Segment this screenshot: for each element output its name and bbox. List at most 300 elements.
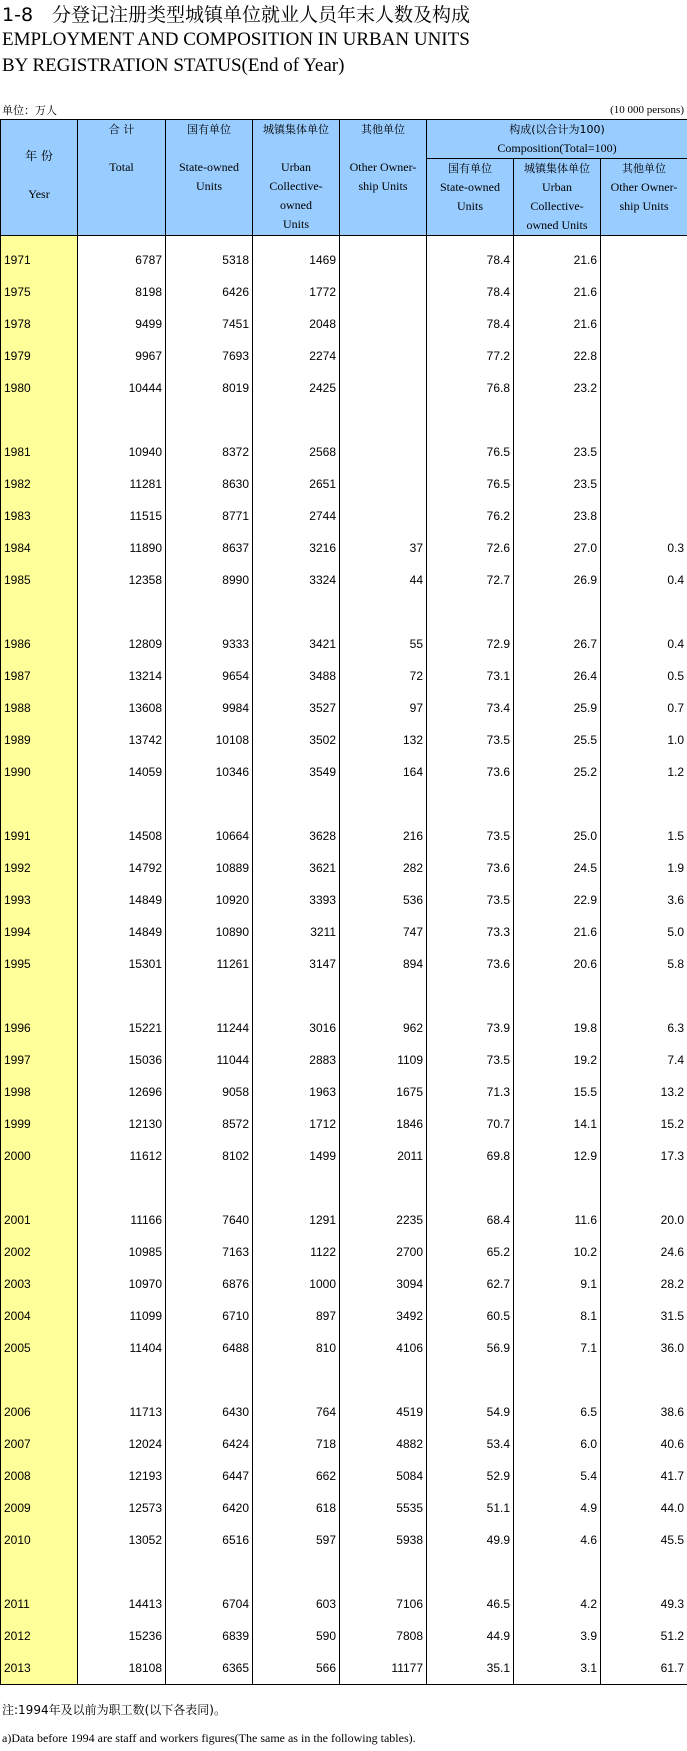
spacer-cell: [253, 1364, 340, 1396]
table-title-cn: 1-8 分登记注册类型城镇单位就业人员年末人数及构成: [2, 4, 471, 26]
table-row: [1, 820, 687, 852]
table-row: [1, 884, 687, 916]
cell-other: [340, 500, 427, 532]
cell-state-owned: 6516: [166, 1524, 253, 1556]
cell-other: 5938: [340, 1524, 427, 1556]
header-other-en: Other Owner-ship Units: [349, 160, 417, 193]
cell-collective: 1712: [253, 1108, 340, 1140]
table-row: [1, 1492, 687, 1524]
cell-collective: 1122: [253, 1236, 340, 1268]
header-composition: [427, 120, 687, 159]
table-row: [1, 500, 687, 532]
cell-year: 1987: [1, 660, 78, 692]
cell-other: 894: [340, 948, 427, 980]
cell-total: 11713: [78, 1396, 166, 1428]
cell-other: 164: [340, 756, 427, 788]
cell-comp-other: 38.6: [601, 1396, 687, 1428]
cell-year: 1983: [1, 500, 78, 532]
cell-state-owned: 7163: [166, 1236, 253, 1268]
cell-comp-state: 73.9: [427, 1012, 514, 1044]
spacer-cell: [514, 1556, 601, 1588]
table-row: [1, 1652, 687, 1685]
cell-other: 3094: [340, 1268, 427, 1300]
cell-state-owned: 10920: [166, 884, 253, 916]
cell-state-owned: 10889: [166, 852, 253, 884]
cell-year: 1980: [1, 372, 78, 404]
cell-year: 2007: [1, 1428, 78, 1460]
table-row: [1, 340, 687, 372]
cell-comp-state: 73.6: [427, 852, 514, 884]
cell-comp-collective: 6.0: [514, 1428, 601, 1460]
header-other-cn: 其他单位: [361, 123, 405, 136]
cell-collective: 2651: [253, 468, 340, 500]
cell-state-owned: 8637: [166, 532, 253, 564]
table-row: [1, 724, 687, 756]
spacer-cell: [1, 980, 78, 1012]
cell-collective: 810: [253, 1332, 340, 1364]
header-total: [78, 120, 166, 236]
header-collective-en: Urban Collective-owned Units: [269, 160, 323, 231]
cell-total: 15301: [78, 948, 166, 980]
cell-total: 11166: [78, 1204, 166, 1236]
cell-comp-collective: 25.5: [514, 724, 601, 756]
cell-other: 132: [340, 724, 427, 756]
cell-year: 1988: [1, 692, 78, 724]
spacer-cell: [166, 980, 253, 1012]
cell-collective: 3549: [253, 756, 340, 788]
spacer-cell: [427, 1556, 514, 1588]
cell-comp-collective: 21.6: [514, 308, 601, 340]
cell-comp-state: 73.6: [427, 756, 514, 788]
spacer-cell: [514, 788, 601, 820]
cell-state-owned: 10346: [166, 756, 253, 788]
cell-comp-other: [601, 436, 687, 468]
cell-comp-collective: 10.2: [514, 1236, 601, 1268]
header-collective-cn: 城镇集体单位: [263, 123, 329, 136]
cell-comp-state: 77.2: [427, 340, 514, 372]
cell-comp-collective: 21.6: [514, 276, 601, 308]
cell-comp-state: 68.4: [427, 1204, 514, 1236]
spacer-cell: [1, 1556, 78, 1588]
cell-year: 1971: [1, 236, 78, 277]
spacer-row: [1, 404, 687, 436]
spacer-cell: [601, 1364, 687, 1396]
cell-comp-collective: 8.1: [514, 1300, 601, 1332]
cell-comp-other: 45.5: [601, 1524, 687, 1556]
cell-collective: 3216: [253, 532, 340, 564]
cell-collective: 2274: [253, 340, 340, 372]
cell-state-owned: 6420: [166, 1492, 253, 1524]
cell-total: 10970: [78, 1268, 166, 1300]
cell-comp-other: 40.6: [601, 1428, 687, 1460]
cell-year: 1998: [1, 1076, 78, 1108]
table-row: [1, 236, 687, 277]
cell-year: 2000: [1, 1140, 78, 1172]
spacer-cell: [514, 404, 601, 436]
table-row: [1, 1012, 687, 1044]
cell-state-owned: 10890: [166, 916, 253, 948]
cell-comp-collective: 6.5: [514, 1396, 601, 1428]
cell-year: 1986: [1, 628, 78, 660]
cell-comp-collective: 15.5: [514, 1076, 601, 1108]
cell-comp-collective: 4.2: [514, 1588, 601, 1620]
cell-other: 11177: [340, 1652, 427, 1685]
cell-comp-state: 62.7: [427, 1268, 514, 1300]
cell-comp-collective: 23.8: [514, 500, 601, 532]
spacer-cell: [166, 596, 253, 628]
cell-total: 11099: [78, 1300, 166, 1332]
cell-comp-other: [601, 468, 687, 500]
cell-total: 15036: [78, 1044, 166, 1076]
cell-total: 10985: [78, 1236, 166, 1268]
cell-comp-other: 41.7: [601, 1460, 687, 1492]
cell-collective: 3421: [253, 628, 340, 660]
spacer-cell: [78, 1364, 166, 1396]
cell-comp-other: 1.5: [601, 820, 687, 852]
cell-state-owned: 11261: [166, 948, 253, 980]
cell-comp-other: 28.2: [601, 1268, 687, 1300]
cell-other: 2235: [340, 1204, 427, 1236]
cell-comp-other: [601, 340, 687, 372]
cell-state-owned: 6876: [166, 1268, 253, 1300]
table-row: [1, 1268, 687, 1300]
header-comp-other-en: Other Owner-ship Units: [610, 180, 678, 213]
spacer-cell: [166, 404, 253, 436]
cell-state-owned: 10664: [166, 820, 253, 852]
cell-year: 1999: [1, 1108, 78, 1140]
cell-collective: 3527: [253, 692, 340, 724]
header-state-cn: 国有单位: [187, 123, 231, 136]
cell-comp-other: 0.4: [601, 628, 687, 660]
spacer-cell: [514, 1172, 601, 1204]
cell-collective: 1963: [253, 1076, 340, 1108]
cell-year: 2009: [1, 1492, 78, 1524]
cell-total: 12809: [78, 628, 166, 660]
table-row: [1, 468, 687, 500]
cell-comp-collective: 21.6: [514, 916, 601, 948]
cell-comp-state: 78.4: [427, 236, 514, 277]
spacer-cell: [253, 1556, 340, 1588]
cell-total: 11515: [78, 500, 166, 532]
cell-total: 11890: [78, 532, 166, 564]
cell-collective: 718: [253, 1428, 340, 1460]
cell-other: [340, 236, 427, 277]
header-composition-cn: 构成(以合计为100): [509, 123, 605, 136]
cell-state-owned: 8019: [166, 372, 253, 404]
cell-comp-other: [601, 308, 687, 340]
table-title-en-line1: EMPLOYMENT AND COMPOSITION IN URBAN UNITS: [2, 29, 470, 50]
spacer-cell: [340, 788, 427, 820]
spacer-row: [1, 1172, 687, 1204]
cell-other: 7808: [340, 1620, 427, 1652]
cell-year: 1990: [1, 756, 78, 788]
cell-collective: 590: [253, 1620, 340, 1652]
cell-collective: 3211: [253, 916, 340, 948]
cell-state-owned: 8771: [166, 500, 253, 532]
cell-comp-collective: 20.6: [514, 948, 601, 980]
cell-comp-collective: 23.5: [514, 436, 601, 468]
cell-state-owned: 7451: [166, 308, 253, 340]
header-state-en: State-owned Units: [179, 160, 239, 193]
spacer-cell: [427, 404, 514, 436]
cell-comp-collective: 19.8: [514, 1012, 601, 1044]
spacer-cell: [340, 1364, 427, 1396]
cell-collective: 3621: [253, 852, 340, 884]
cell-state-owned: 8990: [166, 564, 253, 596]
spacer-row: [1, 596, 687, 628]
table-row: [1, 852, 687, 884]
cell-collective: 3324: [253, 564, 340, 596]
cell-collective: 3488: [253, 660, 340, 692]
unit-label-cn: 单位：万人: [2, 104, 57, 117]
cell-total: 13214: [78, 660, 166, 692]
table-row: [1, 916, 687, 948]
spacer-row: [1, 1364, 687, 1396]
cell-other: 747: [340, 916, 427, 948]
table-row: [1, 756, 687, 788]
table-row: [1, 276, 687, 308]
table-row: [1, 1588, 687, 1620]
table-row: [1, 660, 687, 692]
cell-comp-state: 49.9: [427, 1524, 514, 1556]
cell-collective: 2744: [253, 500, 340, 532]
cell-collective: 2425: [253, 372, 340, 404]
table-row: [1, 308, 687, 340]
cell-comp-state: 72.6: [427, 532, 514, 564]
spacer-cell: [514, 980, 601, 1012]
cell-other: 216: [340, 820, 427, 852]
table-row: [1, 628, 687, 660]
cell-state-owned: 8372: [166, 436, 253, 468]
cell-comp-state: 73.5: [427, 820, 514, 852]
cell-comp-other: 0.7: [601, 692, 687, 724]
cell-state-owned: 6447: [166, 1460, 253, 1492]
spacer-cell: [166, 788, 253, 820]
cell-total: 9967: [78, 340, 166, 372]
cell-collective: 603: [253, 1588, 340, 1620]
spacer-row: [1, 788, 687, 820]
cell-comp-collective: 26.7: [514, 628, 601, 660]
spacer-cell: [78, 596, 166, 628]
cell-total: 12130: [78, 1108, 166, 1140]
cell-comp-state: 35.1: [427, 1652, 514, 1685]
cell-state-owned: 9654: [166, 660, 253, 692]
cell-other: 5535: [340, 1492, 427, 1524]
cell-comp-state: 73.5: [427, 884, 514, 916]
cell-total: 14413: [78, 1588, 166, 1620]
cell-total: 12193: [78, 1460, 166, 1492]
cell-comp-state: 76.8: [427, 372, 514, 404]
cell-state-owned: 11244: [166, 1012, 253, 1044]
cell-comp-collective: 26.4: [514, 660, 601, 692]
cell-other: 962: [340, 1012, 427, 1044]
spacer-cell: [340, 404, 427, 436]
note-en: a)Data before 1994 are staff and workers figures(The same as in the following tables).: [2, 1731, 416, 1745]
spacer-cell: [340, 1556, 427, 1588]
spacer-cell: [253, 404, 340, 436]
cell-comp-collective: 25.2: [514, 756, 601, 788]
cell-comp-state: 70.7: [427, 1108, 514, 1140]
spacer-cell: [340, 1172, 427, 1204]
spacer-cell: [1, 1364, 78, 1396]
cell-comp-state: 53.4: [427, 1428, 514, 1460]
cell-collective: 897: [253, 1300, 340, 1332]
header-comp-state-en: State-owned Units: [440, 180, 500, 213]
table-row: [1, 1108, 687, 1140]
cell-comp-other: [601, 236, 687, 277]
spacer-cell: [166, 1556, 253, 1588]
cell-collective: 662: [253, 1460, 340, 1492]
cell-collective: 1469: [253, 236, 340, 277]
cell-comp-collective: 22.8: [514, 340, 601, 372]
cell-other: 44: [340, 564, 427, 596]
header-total-en: Total: [109, 160, 134, 174]
cell-state-owned: 6424: [166, 1428, 253, 1460]
cell-other: 37: [340, 532, 427, 564]
cell-year: 1991: [1, 820, 78, 852]
cell-comp-state: 73.1: [427, 660, 514, 692]
cell-total: 15236: [78, 1620, 166, 1652]
cell-comp-collective: 25.0: [514, 820, 601, 852]
cell-state-owned: 7640: [166, 1204, 253, 1236]
cell-total: 11404: [78, 1332, 166, 1364]
header-comp-collective-en: Urban Collective-owned Units: [526, 180, 588, 232]
cell-comp-state: 54.9: [427, 1396, 514, 1428]
cell-comp-state: 60.5: [427, 1300, 514, 1332]
cell-comp-other: 0.4: [601, 564, 687, 596]
header-year-en: Yesr: [28, 187, 50, 201]
cell-comp-state: 44.9: [427, 1620, 514, 1652]
cell-comp-other: 15.2: [601, 1108, 687, 1140]
cell-comp-state: 56.9: [427, 1332, 514, 1364]
cell-comp-collective: 19.2: [514, 1044, 601, 1076]
cell-comp-state: 73.5: [427, 1044, 514, 1076]
cell-year: 2011: [1, 1588, 78, 1620]
cell-comp-other: 0.3: [601, 532, 687, 564]
table-row: [1, 1300, 687, 1332]
cell-collective: 1000: [253, 1268, 340, 1300]
spacer-cell: [340, 980, 427, 1012]
spacer-cell: [340, 596, 427, 628]
spacer-cell: [601, 788, 687, 820]
cell-comp-other: 1.2: [601, 756, 687, 788]
cell-total: 12358: [78, 564, 166, 596]
cell-comp-state: 73.3: [427, 916, 514, 948]
cell-state-owned: 9058: [166, 1076, 253, 1108]
cell-year: 1997: [1, 1044, 78, 1076]
table-title-en-line2: BY REGISTRATION STATUS(End of Year): [2, 55, 345, 76]
cell-other: 536: [340, 884, 427, 916]
cell-comp-other: 51.2: [601, 1620, 687, 1652]
cell-collective: 2048: [253, 308, 340, 340]
cell-total: 13052: [78, 1524, 166, 1556]
header-other: [340, 120, 427, 236]
cell-other: 4882: [340, 1428, 427, 1460]
cell-comp-other: [601, 372, 687, 404]
cell-state-owned: 6365: [166, 1652, 253, 1685]
spacer-cell: [78, 1556, 166, 1588]
unit-label-en: (10 000 persons): [610, 104, 684, 116]
header-comp-state: [427, 159, 514, 236]
cell-comp-collective: 22.9: [514, 884, 601, 916]
cell-state-owned: 6839: [166, 1620, 253, 1652]
table-row: [1, 1396, 687, 1428]
cell-collective: 764: [253, 1396, 340, 1428]
cell-state-owned: 9984: [166, 692, 253, 724]
cell-collective: 3393: [253, 884, 340, 916]
cell-total: 15221: [78, 1012, 166, 1044]
cell-comp-collective: 11.6: [514, 1204, 601, 1236]
cell-collective: 2568: [253, 436, 340, 468]
cell-collective: 597: [253, 1524, 340, 1556]
spacer-cell: [166, 1364, 253, 1396]
cell-year: 2013: [1, 1652, 78, 1685]
cell-total: 8198: [78, 276, 166, 308]
cell-total: 12024: [78, 1428, 166, 1460]
table-row: [1, 1076, 687, 1108]
cell-comp-other: 5.0: [601, 916, 687, 948]
cell-comp-state: 76.5: [427, 468, 514, 500]
cell-comp-other: 17.3: [601, 1140, 687, 1172]
table-row: [1, 372, 687, 404]
spacer-cell: [427, 980, 514, 1012]
cell-comp-collective: 4.9: [514, 1492, 601, 1524]
cell-comp-state: 52.9: [427, 1460, 514, 1492]
cell-other: [340, 468, 427, 500]
cell-collective: 3016: [253, 1012, 340, 1044]
spacer-cell: [601, 1556, 687, 1588]
spacer-cell: [1, 1172, 78, 1204]
cell-comp-collective: 4.6: [514, 1524, 601, 1556]
spacer-row: [1, 980, 687, 1012]
table-row: [1, 436, 687, 468]
header-comp-state-cn: 国有单位: [448, 162, 492, 175]
cell-comp-collective: 5.4: [514, 1460, 601, 1492]
cell-state-owned: 6704: [166, 1588, 253, 1620]
cell-year: 2002: [1, 1236, 78, 1268]
cell-total: 6787: [78, 236, 166, 277]
cell-comp-other: 7.4: [601, 1044, 687, 1076]
cell-comp-other: 3.6: [601, 884, 687, 916]
header-year-cn: 年 份: [25, 149, 53, 163]
table-row: [1, 1204, 687, 1236]
cell-comp-other: 13.2: [601, 1076, 687, 1108]
cell-collective: 1291: [253, 1204, 340, 1236]
table-row: [1, 1140, 687, 1172]
spacer-cell: [1, 788, 78, 820]
cell-year: 1982: [1, 468, 78, 500]
cell-comp-collective: 12.9: [514, 1140, 601, 1172]
cell-comp-other: 6.3: [601, 1012, 687, 1044]
cell-year: 1992: [1, 852, 78, 884]
cell-year: 2004: [1, 1300, 78, 1332]
cell-state-owned: 6430: [166, 1396, 253, 1428]
cell-other: 1109: [340, 1044, 427, 1076]
cell-year: 1996: [1, 1012, 78, 1044]
header-comp-other-cn: 其他单位: [622, 162, 667, 175]
table-row: [1, 532, 687, 564]
header-composition-en: Composition(Total=100): [497, 141, 617, 155]
cell-comp-collective: 27.0: [514, 532, 601, 564]
header-collective: [253, 120, 340, 236]
cell-comp-state: 73.5: [427, 724, 514, 756]
spacer-cell: [166, 1172, 253, 1204]
table-row: [1, 1044, 687, 1076]
cell-total: 14849: [78, 884, 166, 916]
cell-year: 2010: [1, 1524, 78, 1556]
spacer-cell: [427, 1364, 514, 1396]
cell-total: 13608: [78, 692, 166, 724]
